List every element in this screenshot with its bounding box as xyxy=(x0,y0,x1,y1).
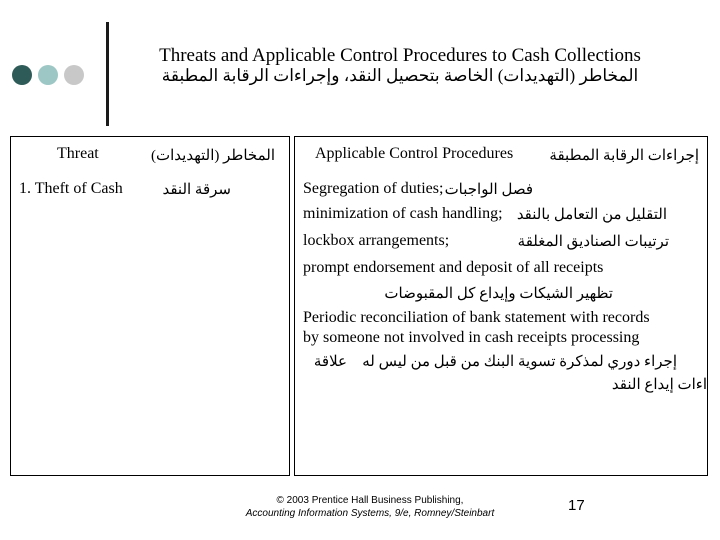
dot-light-teal xyxy=(38,65,58,85)
footer-credit xyxy=(240,494,500,520)
controls-heading-ar: إجراءات الرقابة المطبقة xyxy=(549,148,699,164)
control-line-en: Segregation of duties; xyxy=(303,180,444,197)
control-line-ar: علاقة xyxy=(313,354,347,370)
control-line-ar: اءات إيداع النقد xyxy=(611,377,707,393)
threat-heading-ar: المخاطر (التهديدات) xyxy=(150,148,275,164)
header-divider xyxy=(106,22,109,126)
controls-heading-en: Applicable Control Procedures xyxy=(315,145,514,162)
control-line-en: lockbox arrangements; xyxy=(303,232,450,249)
control-line-ar: ترتيبات الصناديق المغلقة xyxy=(517,234,669,250)
dot-dark-teal xyxy=(12,65,32,85)
slide-title-en: Threats and Applicable Control Procedures to Cash Collections xyxy=(159,45,641,66)
threat-panel xyxy=(10,136,290,476)
page-number: 17 xyxy=(568,497,585,514)
control-line-en: by someone not involved in cash receipts processing xyxy=(303,329,640,346)
threat-item-en: 1. Theft of Cash xyxy=(19,180,123,197)
footer-publisher: © 2003 Prentice Hall Business Publishing, xyxy=(276,495,464,506)
control-line-ar: تظهير الشيكات وإيداع كل المقبوضات xyxy=(384,286,613,302)
slide-title-ar: المخاطر (التهديدات) الخاصة بتحصيل النقد، وإجراءات الرقابة المطبقة xyxy=(161,66,639,85)
controls-panel xyxy=(294,136,708,476)
control-line-en: prompt endorsement and deposit of all receipts xyxy=(303,259,604,276)
threat-heading-en: Threat xyxy=(57,145,99,162)
control-line-ar: إجراء دوري لمذكرة تسوية البنك من قبل من ليس له xyxy=(362,354,677,370)
dot-gray xyxy=(64,65,84,85)
threat-item-ar: سرقة النقد xyxy=(162,182,231,198)
control-line-en: Periodic reconciliation of bank statement with records xyxy=(303,309,650,326)
control-line-ar: التقليل من التعامل بالنقد xyxy=(516,207,667,223)
control-line-en: minimization of cash handling; xyxy=(303,205,503,222)
footer-book: Accounting Information Systems, 9/e, Romney/Steinbart xyxy=(245,508,495,519)
control-line-ar: فصل الواجبات xyxy=(444,182,533,198)
